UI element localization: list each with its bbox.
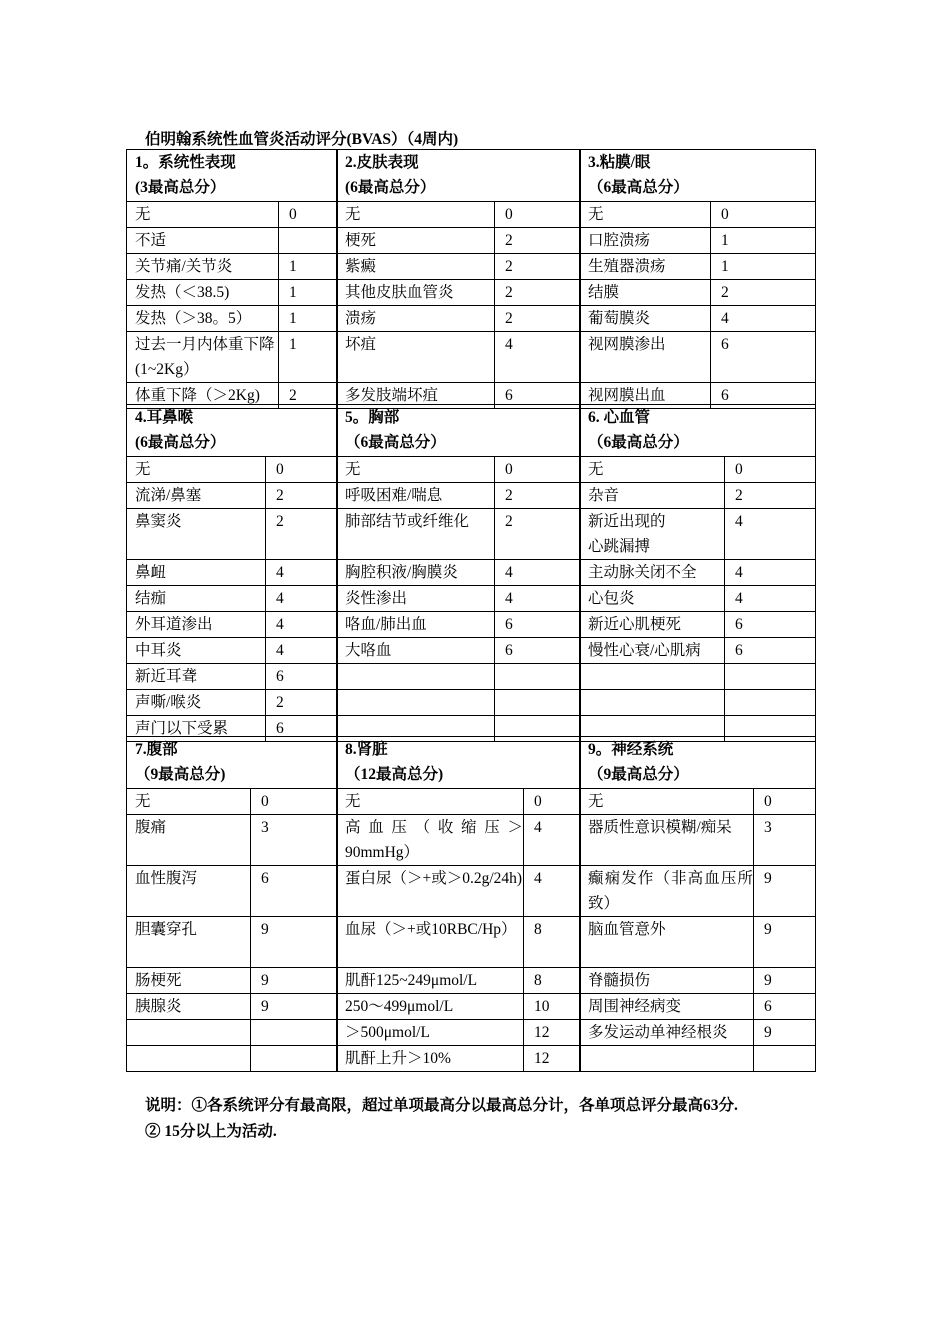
table-row <box>580 968 816 994</box>
table-row <box>337 690 581 716</box>
item-label: 无 <box>127 457 266 483</box>
item-score: 4 <box>266 586 338 612</box>
item-score: 6 <box>495 383 581 409</box>
item-score: 1 <box>711 228 816 254</box>
table-row <box>580 202 816 228</box>
section-header <box>337 405 581 457</box>
item-label: 杂音 <box>580 483 725 509</box>
section-title: 9。神经系统 <box>588 741 674 758</box>
table-row <box>127 254 338 280</box>
item-label <box>127 1046 251 1072</box>
item-score: 2 <box>495 483 581 509</box>
item-score: 9 <box>754 917 816 968</box>
table-row <box>580 509 816 560</box>
item-score: 12 <box>524 1020 581 1046</box>
item-score: 0 <box>495 202 581 228</box>
section-max-score: (3最高总分） <box>135 179 226 196</box>
table-row <box>580 457 816 483</box>
item-label: 新近耳聋 <box>127 664 266 690</box>
table-row <box>580 664 816 690</box>
item-label: 大咯血 <box>337 638 495 664</box>
item-score: 8 <box>524 917 581 968</box>
table-row <box>580 483 816 509</box>
table-row <box>337 560 581 586</box>
item-score: 12 <box>524 1046 581 1072</box>
table-row <box>580 306 816 332</box>
item-score <box>725 690 816 716</box>
item-score: 6 <box>754 994 816 1020</box>
table-row <box>337 254 581 280</box>
table-row <box>580 866 816 917</box>
item-score: 4 <box>725 509 816 560</box>
item-label: 发热（＞38。5） <box>127 306 279 332</box>
table-row <box>337 306 581 332</box>
section-systemic <box>126 149 338 409</box>
item-label: 血性腹泻 <box>127 866 251 917</box>
item-label: 坏疽 <box>337 332 495 383</box>
item-score: 4 <box>524 815 581 866</box>
item-score: 1 <box>279 306 338 332</box>
notes <box>145 1093 738 1145</box>
table-row <box>580 638 816 664</box>
table-row <box>580 228 816 254</box>
item-label: 鼻衄 <box>127 560 266 586</box>
section-chest <box>336 404 581 742</box>
table-row <box>127 228 338 254</box>
item-score: 4 <box>495 332 581 383</box>
item-label: 结痂 <box>127 586 266 612</box>
item-label: 肺部结节或纤维化 <box>337 509 495 560</box>
item-label: 紫癜 <box>337 254 495 280</box>
item-score: 1 <box>711 254 816 280</box>
item-label: 癫痫发作（非高血压所致） <box>580 866 754 917</box>
item-score: 9 <box>251 968 338 994</box>
item-label: 视网膜渗出 <box>580 332 711 383</box>
table-row <box>337 612 581 638</box>
item-label: 梗死 <box>337 228 495 254</box>
item-label: 无 <box>337 202 495 228</box>
table-row <box>580 1046 816 1072</box>
item-score: 6 <box>495 612 581 638</box>
item-label: 肌酐上升＞10% <box>337 1046 524 1072</box>
section-ent <box>126 404 338 742</box>
item-score: 6 <box>266 664 338 690</box>
table-row <box>337 815 581 866</box>
item-label <box>337 690 495 716</box>
item-score: 4 <box>495 586 581 612</box>
table-row <box>127 457 338 483</box>
item-label: 无 <box>127 202 279 228</box>
item-score: 1 <box>279 332 338 383</box>
table-row <box>580 1020 816 1046</box>
table-row <box>127 280 338 306</box>
table-row <box>337 586 581 612</box>
table-row <box>337 789 581 815</box>
item-label: 血尿（＞+或10RBC/Hp） <box>337 917 524 968</box>
table-row <box>337 638 581 664</box>
item-label: 无 <box>580 789 754 815</box>
item-score: 0 <box>279 202 338 228</box>
item-label: 多发肢端坏疽 <box>337 383 495 409</box>
note-line: 说明：①各系统评分有最高限，超过单项最高分以最高总分计，各单项总评分最高63分. <box>145 1097 738 1114</box>
item-label: 中耳炎 <box>127 638 266 664</box>
section-title: 2.皮肤表现 <box>345 154 419 171</box>
item-score <box>725 664 816 690</box>
note-line: ② 15分以上为活动. <box>145 1123 277 1140</box>
item-label: 新近心肌梗死 <box>580 612 725 638</box>
item-label: 咯血/肺出血 <box>337 612 495 638</box>
table-row <box>127 586 338 612</box>
item-score: 0 <box>266 457 338 483</box>
table-row <box>127 202 338 228</box>
table-row <box>580 280 816 306</box>
item-score: 2 <box>266 509 338 560</box>
item-score: 9 <box>754 866 816 917</box>
item-label: 结膜 <box>580 280 711 306</box>
item-score: 9 <box>754 1020 816 1046</box>
table-row <box>127 332 338 383</box>
section-header <box>127 405 338 457</box>
item-score <box>279 228 338 254</box>
table-row <box>580 690 816 716</box>
item-score <box>754 1046 816 1072</box>
table-row <box>127 638 338 664</box>
section-title: 5。胸部 <box>345 409 400 426</box>
item-score <box>251 1020 338 1046</box>
section-max-score: （6最高总分） <box>588 434 689 451</box>
item-score: 0 <box>495 457 581 483</box>
item-label: 无 <box>580 457 725 483</box>
item-label <box>580 664 725 690</box>
item-score: 3 <box>754 815 816 866</box>
table-row <box>337 228 581 254</box>
item-score: 4 <box>711 306 816 332</box>
item-score: 4 <box>524 866 581 917</box>
table-row <box>580 815 816 866</box>
table-row <box>127 789 338 815</box>
item-score: 0 <box>754 789 816 815</box>
section-header <box>580 150 816 202</box>
item-label: 蛋白尿（＞+或＞0.2g/24h) <box>337 866 524 917</box>
table-row <box>580 586 816 612</box>
table-row <box>337 1046 581 1072</box>
section-nervous-system <box>579 736 816 1072</box>
item-label: 多发运动单神经根炎 <box>580 1020 754 1046</box>
item-score: 1 <box>279 254 338 280</box>
table-row <box>127 994 338 1020</box>
section-kidney <box>336 736 581 1072</box>
item-score: 4 <box>266 560 338 586</box>
item-score: 2 <box>495 509 581 560</box>
item-label: 胰腺炎 <box>127 994 251 1020</box>
item-score: 0 <box>251 789 338 815</box>
item-score: 2 <box>495 280 581 306</box>
table-row <box>580 789 816 815</box>
table-row <box>337 202 581 228</box>
item-score: 9 <box>251 917 338 968</box>
item-label: 250～499μmol/L <box>337 994 524 1020</box>
item-label: 肠梗死 <box>127 968 251 994</box>
item-score: 6 <box>711 383 816 409</box>
item-label: 脑血管意外 <box>580 917 754 968</box>
section-header <box>580 405 816 457</box>
table-row <box>127 483 338 509</box>
item-score <box>495 664 581 690</box>
item-score: 2 <box>495 306 581 332</box>
table-row <box>127 690 338 716</box>
section-cardiovascular <box>579 404 816 742</box>
section-max-score: （12最高总分) <box>345 766 444 783</box>
item-score: 6 <box>725 638 816 664</box>
item-label: 新近出现的心跳漏搏 <box>580 509 725 560</box>
table-row <box>127 612 338 638</box>
table-row <box>580 560 816 586</box>
item-label: 主动脉关闭不全 <box>580 560 725 586</box>
item-label: 炎性渗出 <box>337 586 495 612</box>
table-row <box>127 560 338 586</box>
item-score: 6 <box>251 866 338 917</box>
item-score: 2 <box>495 254 581 280</box>
section-max-score: （6最高总分） <box>345 434 446 451</box>
item-score: 6 <box>266 716 338 742</box>
table-row <box>337 664 581 690</box>
item-score: 4 <box>725 586 816 612</box>
item-score: 2 <box>495 228 581 254</box>
table-row <box>337 280 581 306</box>
item-label: 腹痛 <box>127 815 251 866</box>
section-max-score: (6最高总分） <box>345 179 436 196</box>
item-score: 3 <box>251 815 338 866</box>
item-label: 心包炎 <box>580 586 725 612</box>
section-mucous-eyes <box>579 149 816 409</box>
item-label <box>580 1046 754 1072</box>
item-label: 外耳道渗出 <box>127 612 266 638</box>
item-label: 鼻窦炎 <box>127 509 266 560</box>
item-score <box>251 1046 338 1072</box>
item-score: 0 <box>524 789 581 815</box>
table-row <box>127 866 338 917</box>
item-score: 10 <box>524 994 581 1020</box>
item-label: 口腔溃疡 <box>580 228 711 254</box>
item-score: 4 <box>266 638 338 664</box>
item-label: 脊髓损伤 <box>580 968 754 994</box>
item-label: 其他皮肤血管炎 <box>337 280 495 306</box>
item-label: 葡萄膜炎 <box>580 306 711 332</box>
table-row <box>337 968 581 994</box>
table-row <box>337 483 581 509</box>
document-title: 伯明翰系统性血管炎活动评分(BVAS）（4周内) <box>145 131 459 148</box>
item-label: 无 <box>580 202 711 228</box>
section-header <box>337 737 581 789</box>
section-header <box>127 150 338 202</box>
section-header <box>127 737 338 789</box>
item-label: 生殖器溃疡 <box>580 254 711 280</box>
item-label <box>127 1020 251 1046</box>
item-score: 2 <box>711 280 816 306</box>
item-label: 肌酐125~249μmol/L <box>337 968 524 994</box>
section-title: 1。系统性表现 <box>135 154 236 171</box>
table-row <box>337 332 581 383</box>
item-score: 2 <box>725 483 816 509</box>
item-score: 4 <box>495 560 581 586</box>
item-score: 6 <box>711 332 816 383</box>
item-label: 视网膜出血 <box>580 383 711 409</box>
item-score: 8 <box>524 968 581 994</box>
section-max-score: （9最高总分） <box>588 766 689 783</box>
item-label: 胸腔积液/胸膜炎 <box>337 560 495 586</box>
section-abdomen <box>126 736 338 1072</box>
item-label: 流涕/鼻塞 <box>127 483 266 509</box>
item-label: 胆囊穿孔 <box>127 917 251 968</box>
table-row <box>337 1020 581 1046</box>
item-label: 无 <box>127 789 251 815</box>
table-row <box>127 509 338 560</box>
item-label <box>580 690 725 716</box>
table-row <box>127 968 338 994</box>
item-score: 2 <box>266 483 338 509</box>
item-score: 0 <box>711 202 816 228</box>
item-label: 慢性心衰/心肌病 <box>580 638 725 664</box>
section-max-score: （6最高总分） <box>588 179 689 196</box>
item-label: 关节痛/关节炎 <box>127 254 279 280</box>
item-score: 6 <box>725 612 816 638</box>
section-max-score: (6最高总分） <box>135 434 226 451</box>
table-row <box>127 815 338 866</box>
item-score: 9 <box>754 968 816 994</box>
item-label: 发热（＜38.5) <box>127 280 279 306</box>
section-title: 8.肾脏 <box>345 741 388 758</box>
table-row <box>337 994 581 1020</box>
table-row <box>127 1020 338 1046</box>
item-label: 呼吸困难/喘息 <box>337 483 495 509</box>
item-label: 无 <box>337 789 524 815</box>
section-title: 7.腹部 <box>135 741 178 758</box>
table-row <box>127 664 338 690</box>
item-score: 2 <box>266 690 338 716</box>
item-score: 4 <box>266 612 338 638</box>
item-score: 2 <box>279 383 338 409</box>
item-label: 高血压（收缩压＞90mmHg） <box>337 815 524 866</box>
table-row <box>127 917 338 968</box>
table-row <box>337 457 581 483</box>
item-label: 器质性意识模糊/痴呆 <box>580 815 754 866</box>
item-label <box>337 664 495 690</box>
table-row <box>337 509 581 560</box>
item-label: 无 <box>337 457 495 483</box>
table-row <box>580 917 816 968</box>
table-row <box>580 332 816 383</box>
table-row <box>580 254 816 280</box>
table-row <box>580 994 816 1020</box>
item-label: 不适 <box>127 228 279 254</box>
table-row <box>337 866 581 917</box>
item-score: 0 <box>725 457 816 483</box>
item-score: 4 <box>725 560 816 586</box>
item-label: 溃疡 <box>337 306 495 332</box>
table-row <box>580 612 816 638</box>
section-skin <box>336 149 581 409</box>
item-score: 1 <box>279 280 338 306</box>
item-label: 声嘶/喉炎 <box>127 690 266 716</box>
item-label: 周围神经病变 <box>580 994 754 1020</box>
section-header <box>337 150 581 202</box>
item-score <box>495 690 581 716</box>
item-score: 9 <box>251 994 338 1020</box>
section-title: 6. 心血管 <box>588 409 651 426</box>
table-row <box>337 917 581 968</box>
item-label: 体重下降（＞2Kg) <box>127 383 279 409</box>
item-score: 6 <box>495 638 581 664</box>
section-header <box>580 737 816 789</box>
item-label: ＞500μmol/L <box>337 1020 524 1046</box>
table-row <box>127 1046 338 1072</box>
table-row <box>127 306 338 332</box>
item-label: 声门以下受累 <box>127 716 266 742</box>
item-label: 过去一月内体重下降(1~2Kg） <box>127 332 279 383</box>
section-max-score: （9最高总分) <box>135 766 226 783</box>
section-title: 4.耳鼻喉 <box>135 409 194 426</box>
section-title: 3.粘膜/眼 <box>588 154 651 171</box>
